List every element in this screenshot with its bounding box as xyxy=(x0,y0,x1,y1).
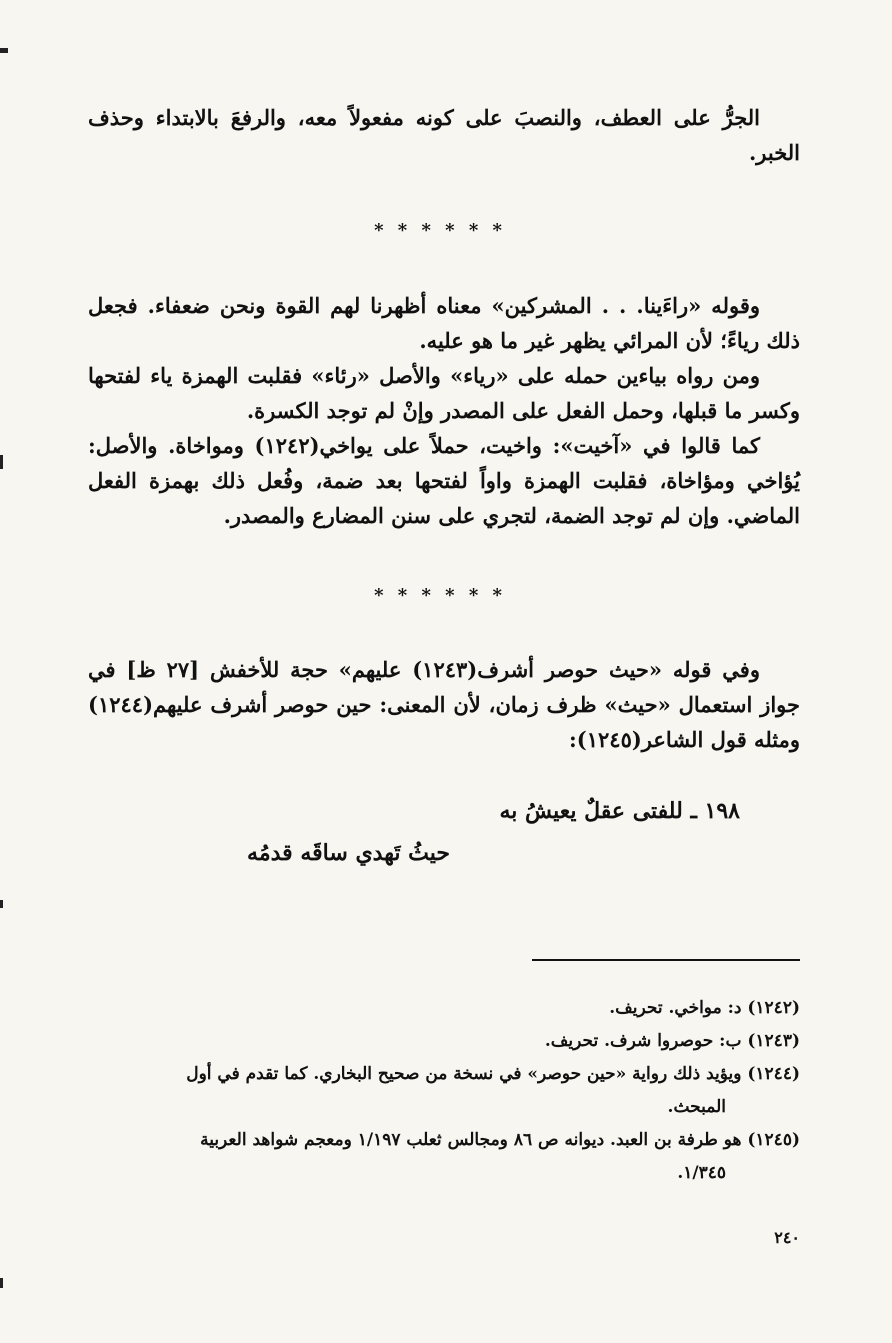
footnote-1244 xyxy=(88,1058,800,1124)
scan-edge-mark xyxy=(0,48,8,53)
paragraph-5-text: وفي قوله «حيث حوصر أشرف(١٢٤٣) عليهم» حجة للأخفش [٢٧ ظ] في جواز استعمال «حيث» ظرف زمان، لأن المعنى: حين حوصر أشرف عليهم(١٢٤٤) ومثله قول الشاعر(١٢٤٥): xyxy=(88,657,800,752)
footnote-1243 xyxy=(88,1025,800,1058)
footnote-text: (١٢٤٥) هو طرفة بن العبد. ديوانه ص ٨٦ ومجالس ثعلب ١/١٩٧ ومعجم شواهد العربية xyxy=(200,1130,800,1150)
footnote-1242 xyxy=(88,992,800,1025)
page-number: ٢٤٠ xyxy=(774,1228,800,1247)
footnote-rule xyxy=(532,959,800,961)
scan-edge-mark xyxy=(0,900,3,908)
footnote-1245 xyxy=(88,1124,800,1190)
paragraph-2-text: وقوله «راءَينا. . . المشركين» معناه أظهرنا لهم القوة ونحن ضعفاء. فجعل ذلك رياءً؛ لأن المرائي يظهر غير ما هو عليه. xyxy=(88,293,800,353)
footnote-text: (١٢٤٤) ويؤيد ذلك رواية «حين حوصر» في نسخة من صحيح البخاري. كما تقدم في أول xyxy=(186,1064,800,1084)
footnote-continuation: ١/٣٤٥. xyxy=(677,1163,726,1183)
footnote-text: (١٢٤٣) ب: حوصروا شرف. تحريف. xyxy=(544,1031,800,1051)
paragraph-1-text: الجرُّ على العطف، والنصبَ على كونه مفعولاً معه، والرفعَ بالابتداء وحذف الخبر. xyxy=(88,105,800,165)
verse-line-2: حيثُ تَهدي ساقَه قدمُه xyxy=(247,840,450,866)
paragraph-4-text: كما قالوا في «آخيت»: واخيت، حملاً على يواخي(١٢٤٢) ومواخاة. والأصل: يُؤاخي ومؤاخاة، فقلبت الهمزة واواً لفتحها بعد ضمة، وفُعل ذلك بهمزة الفعل الماضي. وإن لم توجد الضمة، لتجري على سنن المضارع والمصدر. xyxy=(88,433,800,528)
verse-line-1: ١٩٨ ـ للفتى عقلٌ يعيشُ به xyxy=(499,798,740,824)
footnote-continuation: المبحث. xyxy=(667,1097,726,1117)
section-separator: * * * * * * xyxy=(374,220,506,241)
paragraph-1 xyxy=(88,100,800,170)
footnote-text: (١٢٤٢) د: مواخي. تحريف. xyxy=(609,998,800,1018)
section-separator: * * * * * * xyxy=(374,585,506,606)
paragraph-5 xyxy=(88,652,800,757)
scan-edge-mark xyxy=(0,1278,3,1288)
paragraph-group-2 xyxy=(88,288,800,533)
paragraph-3-text: ومن رواه بياءين حمله على «رياء» والأصل «رئاء» فقلبت الهمزة ياء لفتحها وكسر ما قبلها، وحمل الفعل على المصدر وإنْ لم توجد الكسرة. xyxy=(88,363,800,423)
scan-edge-mark xyxy=(0,455,3,469)
footnotes xyxy=(88,992,800,1190)
